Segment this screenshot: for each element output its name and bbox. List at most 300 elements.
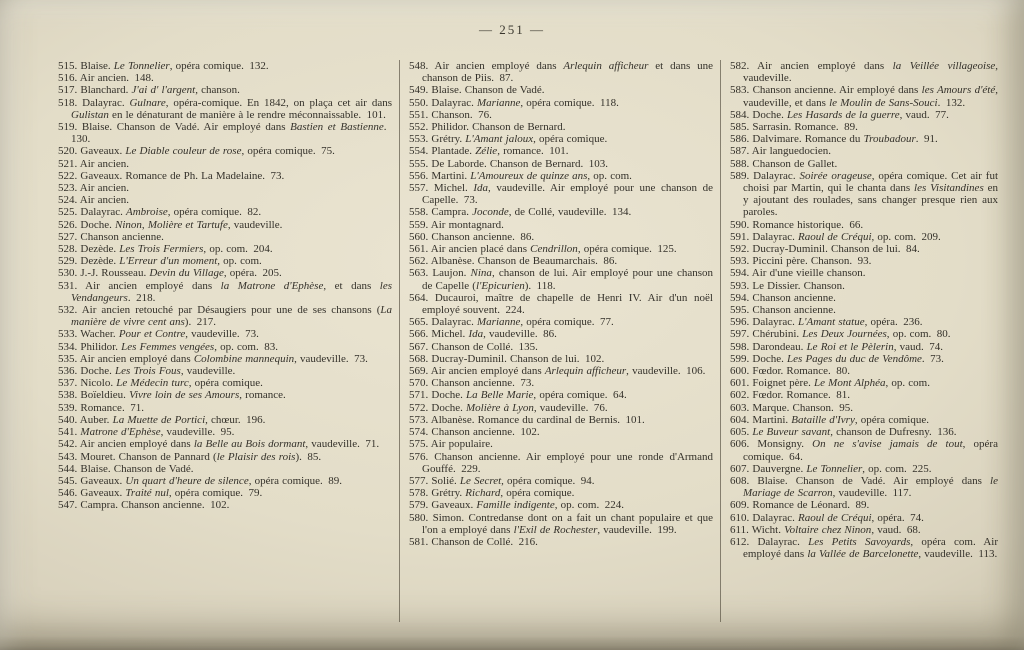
entry-text: , opéra. 205. [223,267,282,280]
entry-text: ). 85. [295,450,322,463]
entry-text: 545. Gaveaux. [58,474,126,487]
entry-text: 555. De Laborde. Chanson de Bernard. 103. [409,157,609,170]
entry-text: 531. Air ancien employé dans [58,279,221,292]
entry-text: 601. Foignet père. [730,377,814,390]
entry-text: 579. Gaveaux. [409,499,477,512]
index-entry [58,304,392,328]
entry-text: 520. Gaveaux. [58,145,126,158]
entry-text: 571. Doche. [409,389,467,402]
entry-text: en le dénaturant de manière à le rendre méconnaissable. 101. [108,108,386,121]
entry-title-italic: Gulnare [129,96,166,109]
entry-text: 548. Air ancien employé dans [409,60,564,72]
index-entry [58,206,392,218]
entry-text: 563. Laujon. [409,267,471,280]
index-entry [409,353,713,365]
index-entry [730,341,998,353]
column-2 [400,60,721,622]
entry-title-italic: Le Buveur savant [752,426,831,439]
entry-text: , opéra comique. 79. [168,487,263,500]
index-entry [58,182,392,194]
entry-text: , vaudeville. Air employé pour une chanson de Capelle. 73. [422,182,713,207]
entry-title-italic: Traité nul [125,487,169,500]
entry-text: ). 118. [524,279,556,292]
entry-text: 583. Chanson ancienne. Air employé dans [730,84,922,97]
entry-text: , op. com. [885,377,930,390]
entry-text: , vaudeville. [743,60,998,85]
entry-text: 529. Dezède. [58,255,120,268]
entry-text: 597. Chérubini. [730,328,803,341]
entry-text: 552. Philidor. Chanson de Bernard. [409,121,566,134]
entry-text: ). 217. [184,316,216,329]
entry-text: 557. Michel. [409,182,474,195]
entry-text: , vaudeville. 71. [305,438,380,451]
index-entry [409,499,713,511]
entry-text: , op. com. [587,169,632,182]
entry-text: , op. com. 225. [862,462,932,475]
entry-text: 561. Air ancien placé dans [409,243,531,256]
entry-text: 521. Air ancien. [58,157,130,170]
index-entry [409,487,713,499]
index-entry [409,402,713,414]
entry-text: 599. Doche. [730,352,788,365]
index-entry [409,255,713,267]
entry-text: 564. Ducauroi, maître de chapelle de Henri IV. Air d'un noël employé souvent. 224. [409,291,713,317]
entry-text: 575. Air populaire. [409,438,493,451]
entry-title-italic: Arlequin afficheur [563,60,649,72]
index-entry [730,170,998,219]
index-entry [409,243,713,255]
entry-text: 565. Dalayrac. [409,316,477,329]
entry-text: 603. Marque. Chanson. 95. [730,401,854,414]
entry-title-italic: Les Trois Fous [115,365,181,378]
entry-text: 515. Blaise. [58,60,114,72]
entry-text: 519. Blaise. Chanson de Vadé. Air employé dans [58,121,291,134]
entry-text: , op. com. 83. [214,340,278,353]
entry-title-italic: Le Tonnelier [806,462,863,475]
index-entry [58,158,392,170]
entry-title-italic: Bataille d'Ivry [791,413,855,426]
entry-text: 590. Romance historique. 66. [730,218,864,231]
entry-text: 569. Air ancien employé dans [409,365,545,378]
index-entry [409,84,713,96]
index-entry [58,231,392,243]
entry-text: 598. Darondeau. [730,340,807,353]
entry-title-italic: le Moulin de Sans-Souci [829,96,938,109]
index-entry [409,328,713,340]
entry-title-italic: la Vallée de Barcelonette [807,548,919,561]
column-1 [58,60,400,622]
entry-text: , opéra comique. [533,133,608,146]
entry-text: . 132. [937,96,966,109]
index-entry [58,121,392,145]
index-entry [409,231,713,243]
entry-text: 516. Air ancien. 148. [58,72,154,85]
entry-text: 610. Dalayrac. [730,511,798,524]
index-entry [58,328,392,340]
entry-text: , op. com. 204. [203,243,273,256]
entry-text: , [141,218,148,231]
entry-text: , opéra comique. 118. [520,96,619,109]
entry-text: 541. [58,426,81,439]
index-entry [730,133,998,145]
entry-text: 524. Air ancien. [58,194,130,207]
entry-title-italic: Ida [468,328,484,341]
entry-title-italic: Le Mont Alphéa [814,377,886,390]
entry-text: 591. Dalayrac. [730,230,798,243]
entry-text: , opéra comique. [188,377,263,390]
entry-text: 549. Blaise. Chanson de Vadé. [409,84,545,97]
entry-text: 539. Romance. 71. [58,401,144,414]
index-entry [58,72,392,84]
index-entry [409,389,713,401]
index-entry [58,487,392,499]
entry-text: , vaudeville. 86. [483,328,557,341]
entry-text: 578. Grétry. [409,487,466,500]
entry-title-italic: Un quart d'heure de silence [125,474,249,487]
entry-text: , opéra comique. [854,413,929,426]
entry-title-italic: l'Exil de Rochester [513,523,598,536]
entry-text: , opéra comique. 132. [169,60,269,72]
entry-text: 609. Romance de Léonard. 89. [730,499,870,512]
entry-title-italic: La Belle Marie [466,389,534,402]
entry-title-italic: La Muette de Portici [112,413,206,426]
entry-text: , chœur. 196. [205,413,266,426]
entry-text: 562. Albanèse. Chanson de Beaumarchais. 86. [409,255,618,268]
entry-text: , vaudeville. 106. [626,365,706,378]
entry-text: , opéra comique. 125. [577,243,677,256]
index-entry [409,475,713,487]
index-entry [730,280,998,292]
index-entry [730,316,998,328]
entry-text: 593. Le Dissier. Chanson. [730,279,845,292]
entry-text: 536. Doche. [58,365,116,378]
entry-text: en y ajoutant des roulades, sans changer presque rien aux paroles. [743,182,998,219]
entry-title-italic: Les Deux Journées [802,328,887,341]
entry-title-italic: La manière de vivre cent ans [71,304,392,329]
entry-text: , opéra comique. 64. [533,389,627,402]
index-entry [409,341,713,353]
index-entry [409,316,713,328]
index-entry [58,280,392,304]
entry-text: 589. Dalayrac. [730,169,800,182]
index-entry [409,451,713,475]
entry-text: , op. com. 224. [554,499,624,512]
entry-text: , vaudeville. 95. [160,426,235,439]
entry-title-italic: Famille indigente [476,499,555,512]
index-entry [58,463,392,475]
entry-title-italic: les Vendangeurs [71,279,392,304]
entry-text: 585. Sarrasin. Romance. 89. [730,121,858,134]
entry-text: , opéra. 74. [871,511,924,524]
entry-text: , opéra comique. 82. [167,206,262,219]
entry-text: , opéra comique. [500,487,575,500]
entry-text: , opéra comique. 77. [520,316,614,329]
entry-text: , opéra com. Air employé dans [743,535,998,561]
entry-text: 588. Chanson de Gallet. [730,157,838,170]
entry-title-italic: L'Erreur d'un moment [119,255,218,268]
index-entry [730,219,998,231]
index-entry [58,194,392,206]
entry-text: 553. Grétry. [409,133,466,146]
entry-title-italic: Ida [473,182,489,195]
index-entry [58,451,392,463]
index-entry [730,109,998,121]
index-entry [58,426,392,438]
entry-text: , vaud. 77. [899,108,949,121]
index-entry [409,536,713,548]
entry-text: 582. Air ancien employé dans [730,60,893,72]
entry-title-italic: le Plaisir des rois [216,450,296,463]
entry-text: , opéra comique. 94. [501,474,595,487]
entry-title-italic: Molière et Tartufe [147,218,228,231]
entry-text: 525. Dalayrac. [58,206,126,219]
index-entry [730,255,998,267]
entry-text: , romance. 101. [497,145,569,158]
entry-text: et dans une chanson de Piis. 87. [422,60,714,85]
entry-text: 538. Boïeldieu. [58,389,130,402]
entry-title-italic: Raoul de Créqui [798,230,872,243]
index-entry [409,414,713,426]
entry-text: 560. Chanson ancienne. 86. [409,230,535,243]
index-entry [58,475,392,487]
index-entry [409,438,713,450]
entry-text: 554. Plantade. [409,145,476,158]
index-entry [58,267,392,279]
index-entry [409,133,713,145]
entry-text: 568. Ducray-Duminil. Chanson de lui. 102. [409,352,605,365]
entry-title-italic: Les Femmes vengées [121,340,215,353]
entry-text: , vaudeville. 117. [832,487,912,500]
index-entry [58,219,392,231]
entry-text: 526. Doche. [58,218,116,231]
entry-text: , vaudeville. 113. [918,548,998,561]
entry-title-italic: Gulistan [71,108,109,121]
entry-text: , vaudeville. [227,218,283,231]
entry-title-italic: Raoul de Créqui [798,511,872,524]
entry-title-italic: Cendrillon [530,243,578,256]
entry-title-italic: Pour et Contre [118,328,186,341]
entry-text: 518. Dalayrac. [58,96,130,109]
entry-text: 594. Chanson ancienne. [730,291,836,304]
entry-title-italic: Les Hasards de la guerre [787,108,900,121]
entry-text: . 91. [915,133,938,146]
page-number: — 251 — [479,22,545,37]
entry-text: , vaudeville. [180,365,236,378]
entry-title-italic: Le Secret [459,474,502,487]
entry-text: 604. Martini. [730,413,792,426]
index-entry [730,304,998,316]
entry-text: . 130. [71,121,392,146]
entry-text: , vaud. 68. [871,523,921,536]
entry-text: 528. Dezède. [58,243,120,256]
index-entry [730,145,998,157]
entry-text: 537. Nicolo. [58,377,117,390]
entry-text: , vaudeville, et dans [743,84,998,109]
index-entry [730,121,998,133]
entry-title-italic: Devin du Village [149,267,224,280]
entry-text: , de Collé, vaudeville. 134. [508,206,632,219]
entry-title-italic: les Amours d'été [921,84,996,97]
entry-text: 556. Martini. [409,169,471,182]
entry-text: 559. Air montagnard. [409,218,504,231]
entry-text: 594. Air d'une vieille chanson. [730,267,866,280]
entry-text: , opéra comique. 75. [241,145,335,158]
entry-title-italic: Le Diable couleur de rose [125,145,242,158]
entry-title-italic: Bastien et Bastienne [290,121,384,134]
entry-text: , chanson de Dufresny. 136. [830,426,957,439]
entry-title-italic: Le Médecin turc [116,377,189,390]
index-entry [730,243,998,255]
index-entry [58,84,392,96]
entry-text: 542. Air ancien employé dans [58,438,194,451]
entry-text: 573. Albanèse. Romance du cardinal de Bernis. 101. [409,413,645,426]
index-entry [730,499,998,511]
index-entry [409,97,713,109]
entry-title-italic: On ne s'avise jamais de tout [812,438,963,451]
entry-title-italic: Soirée orageuse [799,169,872,182]
index-entry [409,292,713,316]
entry-text: , vaudeville. 199. [597,523,677,536]
entry-title-italic: l'Epicurien [475,279,525,292]
entry-text: 530. J.-J. Rousseau. [58,267,150,280]
entry-text: , opéra comique. 64. [743,438,998,463]
index-entry [730,292,998,304]
entry-text: 611. Wicht. [730,523,785,536]
index-entry [58,353,392,365]
entry-text: 574. Chanson ancienne. 102. [409,426,540,439]
index-entry [730,389,998,401]
entry-text: 517. Blanchard. [58,84,132,97]
index-entry [58,499,392,511]
entry-title-italic: L'Amant statue [798,316,865,329]
entry-title-italic: Les Trois Fermiers [119,243,204,256]
entry-text: 595. Chanson ancienne. [730,304,836,317]
entry-text: 547. Campra. Chanson ancienne. 102. [58,499,230,512]
entry-title-italic: Molière à Lyon [466,401,534,414]
index-entry [58,255,392,267]
entry-text: 544. Blaise. Chanson de Vadé. [58,462,194,475]
index-entry [58,341,392,353]
entry-title-italic: L'Amoureux de quinze ans [470,169,588,182]
index-entry [58,402,392,414]
index-entry [409,145,713,157]
index-entry [58,243,392,255]
index-entry [730,365,998,377]
entry-text: 566. Michel. [409,328,469,341]
entry-text: , op. com. 209. [871,230,941,243]
entry-text: 602. Fœdor. Romance. 81. [730,389,850,402]
index-entry [730,353,998,365]
entry-text: 551. Chanson. 76. [409,108,492,121]
index-entry [730,158,998,170]
entry-title-italic: Ninon [115,218,142,231]
entry-text: , op. com. 80. [886,328,951,341]
entry-text: 550. Dalayrac. [409,96,477,109]
index-entry [730,536,998,560]
entry-text: 584. Doche. [730,108,788,121]
entry-title-italic: Matrone d'Ephèse [80,426,161,439]
index-entry [409,267,713,291]
entry-title-italic: Marianne [477,316,521,329]
entry-title-italic: les Visitandines [914,182,984,195]
index-entry [58,377,392,389]
index-entry [409,426,713,438]
entry-title-italic: Voltaire chez Ninon [784,523,872,536]
entry-text: , chanson. [195,84,240,97]
index-entry [730,438,998,462]
entry-text: 534. Philidor. [58,340,122,353]
entry-text: , vaudeville. 73. [185,328,259,341]
entry-text: 596. Dalayrac. [730,316,798,329]
index-entry [409,219,713,231]
entry-title-italic: Les Petits Savoyards [808,535,911,548]
index-entry [409,512,713,536]
entry-title-italic: Le Tonnelier [113,60,170,72]
entry-text: 576. Chanson ancienne. Air employé pour une ronde d'Armand Gouffé. 229. [409,450,713,475]
entry-title-italic: J'ai d' l'argent [131,84,196,97]
entry-text: , chanson de lui. Air employé pour une chanson de Capelle ( [422,267,713,292]
entry-text: , opéra-comique. En 1842, on plaça cet air dans [165,96,392,109]
index-entry [730,377,998,389]
entry-text: , opéra. 236. [864,316,923,329]
entry-text: 581. Chanson de Collé. 216. [409,535,538,548]
entry-text: 577. Solié. [409,474,460,487]
entry-title-italic: la Matrone d'Ephèse [220,279,324,292]
index-entry [409,170,713,182]
entry-text: 593. Piccini père. Chanson. 93. [730,255,872,268]
entry-text: 522. Gaveaux. Romance de Ph. La Madelaine. 73. [58,169,285,182]
index-entry [730,402,998,414]
entry-title-italic: Troubadour [863,133,916,146]
entry-title-italic: Marianne [477,96,521,109]
entry-title-italic: Les Pages du duc de Vendôme [787,352,922,365]
index-entry [730,512,998,524]
index-entry [58,97,392,121]
entry-text: . 73. [921,352,944,365]
entry-title-italic: Nina [470,267,492,280]
entry-text: . 218. [127,291,156,304]
entry-text: 543. Mouret. Chanson de Pannard ( [58,450,217,463]
entry-text: 600. Fœdor. Romance. 80. [730,365,850,378]
entry-text: , romance. [239,389,286,402]
index-columns [58,60,998,622]
entry-text: , opéra comique. Cet air fut choisi par Martin, qui le chanta dans [743,169,999,195]
entry-title-italic: le Mariage de Scarron [743,474,998,500]
column-3 [721,60,998,622]
index-entry [730,414,998,426]
entry-text: , vaudeville. 73. [294,352,368,365]
entry-title-italic: Zélie [475,145,498,158]
index-entry [730,328,998,340]
index-entry [730,231,998,243]
entry-text: 570. Chanson ancienne. 73. [409,377,535,390]
entry-text: 533. Wacher. [58,328,119,341]
entry-title-italic: Vivre loin de ses Amours [129,389,240,402]
entry-text: 567. Chanson de Collé. 135. [409,340,538,353]
index-entry [730,426,998,438]
index-entry [409,158,713,170]
entry-title-italic: Joconde [472,206,509,219]
entry-text: 546. Gaveaux. [58,487,126,500]
entry-text: 580. Simon. Contredanse dont on a fait un chant populaire et que l'on a employé dans [409,511,713,536]
index-entry [730,60,998,84]
entry-text: 535. Air ancien employé dans [58,352,194,365]
index-entry [409,60,713,84]
index-entry [58,365,392,377]
index-entry [409,365,713,377]
entry-text: 523. Air ancien. [58,182,130,195]
entry-text: , op. com. [217,255,262,268]
